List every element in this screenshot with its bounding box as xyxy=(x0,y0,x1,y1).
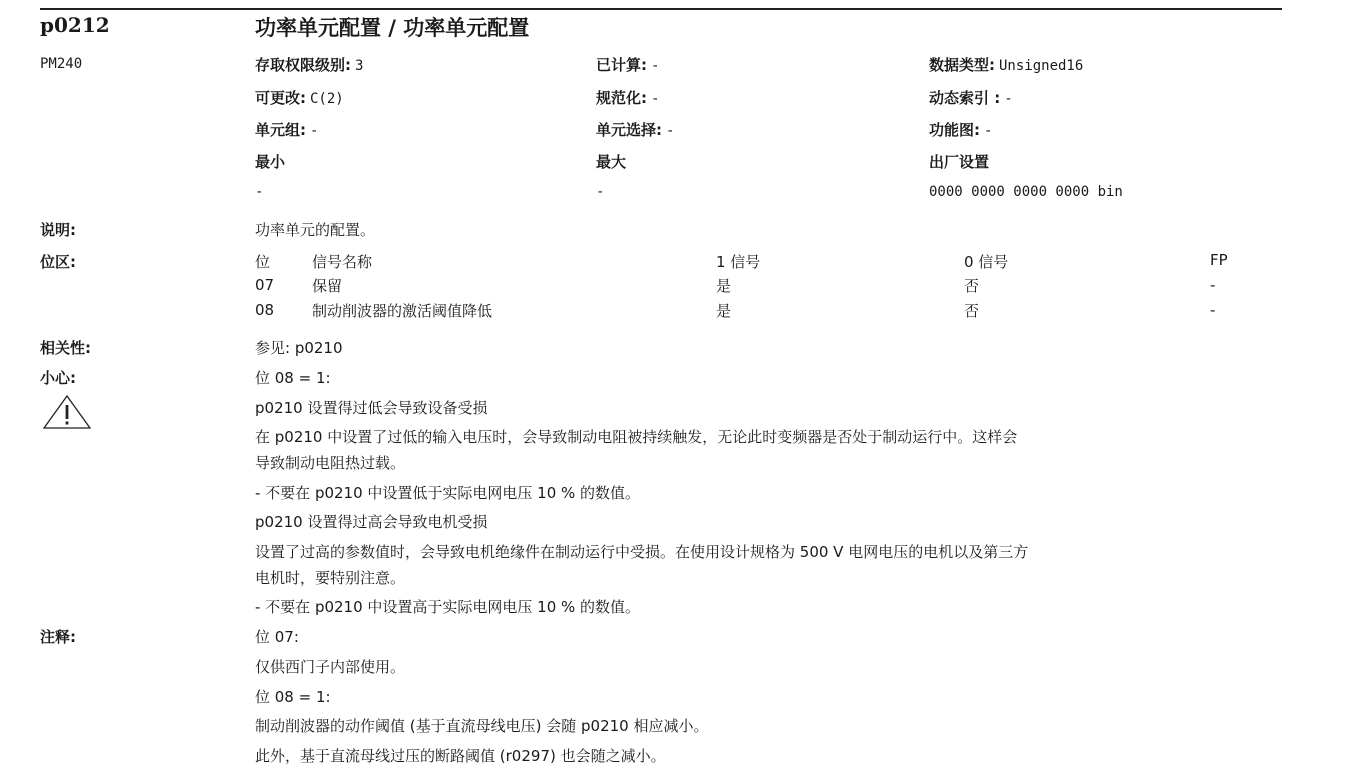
caution-line-7: 设置了过高的参数值时，会导致电机绝缘件在制动运行中受损。在使用设计规格为 500 V 电网电压的电机以及第三方 xyxy=(255,543,1029,561)
caution-line-9: - 不要在 p0210 中设置高于实际电网电压 10 % 的数值。 xyxy=(255,598,641,616)
note-line-5: 此外，基于直流母线过压的断路阈值 (r0297) 也会随之减小。 xyxy=(255,747,666,765)
warning-triangle-icon xyxy=(42,394,92,430)
changeable: 可更改: C(2) xyxy=(255,89,344,107)
description-text: 功率单元的配置。 xyxy=(255,221,376,239)
data-type: 数据类型: Unsigned16 xyxy=(929,56,1084,74)
caution-line-2: p0210 设置得过低会导致设备受损 xyxy=(255,399,488,417)
bit-07-fp: - xyxy=(1210,276,1216,294)
function-diagram: 功能图: - xyxy=(929,121,993,139)
bit-08-one: 是 xyxy=(716,302,732,320)
bit-07-name: 保留 xyxy=(312,277,343,295)
col-fp: FP xyxy=(1210,251,1228,269)
bit-08-fp: - xyxy=(1210,301,1216,319)
unit-selection: 单元选择: - xyxy=(596,121,675,139)
bit-08: 08 xyxy=(255,301,275,319)
note-line-1: 位 07: xyxy=(255,628,299,646)
top-rule xyxy=(40,8,1282,10)
bitfield-label: 位区: xyxy=(40,253,76,271)
bit-08-zero: 否 xyxy=(964,302,980,320)
factory-label: 出厂设置 xyxy=(929,153,990,171)
col-signal-name: 信号名称 xyxy=(312,253,373,271)
caution-line-5: - 不要在 p0210 中设置低于实际电网电压 10 % 的数值。 xyxy=(255,484,641,502)
parameter-title: 功率单元配置 / 功率单元配置 xyxy=(255,16,530,40)
note-label: 注释: xyxy=(40,628,76,646)
caution-line-3: 在 p0210 中设置了过低的输入电压时，会导致制动电阻被持续触发，无论此时变频器是否处于制动运行中。这样会 xyxy=(255,428,1018,446)
caution-line-4: 导致制动电阻热过载。 xyxy=(255,454,406,472)
bit-07-zero: 否 xyxy=(964,277,980,295)
col-bit: 位 xyxy=(255,253,271,271)
caution-line-1: 位 08 = 1: xyxy=(255,369,331,387)
calculated: 已计算: - xyxy=(596,56,660,74)
bit-08-name: 制动削波器的激活阈值降低 xyxy=(312,302,493,320)
factory-value: 0000 0000 0000 0000 bin xyxy=(929,184,1123,200)
dependency-label: 相关性: xyxy=(40,339,91,357)
min-label: 最小 xyxy=(255,153,286,171)
note-line-4: 制动削波器的动作阈值 (基于直流母线电压) 会随 p0210 相应减小。 xyxy=(255,717,709,735)
caution-line-6: p0210 设置得过高会导致电机受损 xyxy=(255,513,488,531)
col-one-signal: 1 信号 xyxy=(716,253,761,271)
caution-line-8: 电机时，要特别注意。 xyxy=(255,569,406,587)
access-level: 存取权限级别: 3 xyxy=(255,56,364,74)
dependency-text: 参见: p0210 xyxy=(255,339,343,357)
parameter-id: p0212 xyxy=(40,13,110,37)
scaling: 规范化: - xyxy=(596,89,660,107)
note-line-2: 仅供西门子内部使用。 xyxy=(255,658,406,676)
max-label: 最大 xyxy=(596,153,627,171)
dynamic-index: 动态索引 : - xyxy=(929,89,1013,107)
power-module-label: PM240 xyxy=(40,56,83,72)
bit-07: 07 xyxy=(255,276,275,294)
col-zero-signal: 0 信号 xyxy=(964,253,1009,271)
note-line-3: 位 08 = 1: xyxy=(255,688,331,706)
bit-07-one: 是 xyxy=(716,277,732,295)
max-value: - xyxy=(596,184,605,200)
min-value: - xyxy=(255,184,264,200)
description-label: 说明: xyxy=(40,221,76,239)
unit-group: 单元组: - xyxy=(255,121,319,139)
caution-label: 小心: xyxy=(40,369,76,387)
